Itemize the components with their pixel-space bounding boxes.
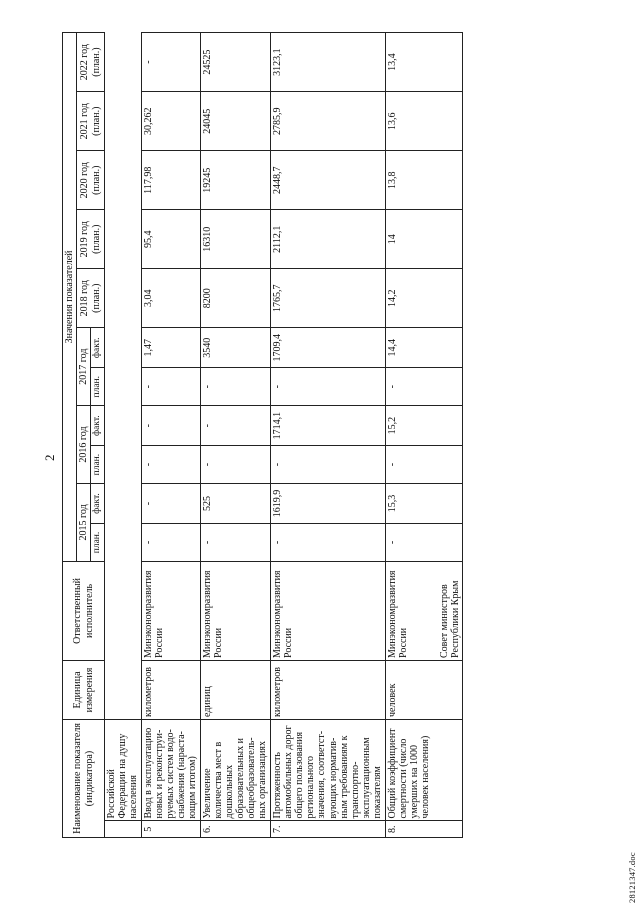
value-2016-plan: - — [141, 446, 200, 484]
indicator-name: Ввод в эксплуатацию новых и реконструи-руемых систем водо-снабжения (нараста-ющим итогом) — [141, 719, 200, 821]
value-2021-plan: 30,262 — [141, 92, 200, 151]
value-2017-fact: 3540 — [200, 328, 270, 368]
value-2016-fact: 1714,1 — [270, 406, 385, 446]
responsible-primary: Минэкономразвития России — [386, 570, 409, 658]
header-fact-2015: факт. — [91, 483, 105, 523]
header-responsible: Ответственный исполнитель — [63, 561, 105, 660]
indicator-name: Протяженность автомобильных дорог общего пользования регионального значения, соответст-вующих норматив-ным требованиям к транспортно-эксплуатационным показателям — [270, 719, 385, 821]
header-unit: Единица измерения — [63, 660, 105, 719]
value-2015-fact: 525 — [200, 483, 270, 523]
responsible-cell: Минэкономразвития России — [141, 561, 200, 660]
value-2018-plan: 14,2 — [385, 269, 463, 328]
unit-cell: единиц — [200, 660, 270, 719]
row-number: 7. — [270, 821, 385, 838]
value-2015-plan: - — [200, 524, 270, 562]
header-fact-2017: факт. — [91, 328, 105, 368]
header-plan-2015: план. — [91, 524, 105, 562]
value-2017-plan: - — [200, 368, 270, 406]
responsible-cell: Минэкономразвития России — [200, 561, 270, 660]
value-2019-plan: 16310 — [200, 210, 270, 269]
value-2022-plan: - — [141, 33, 200, 92]
value-2020-plan: 13,8 — [385, 151, 463, 210]
header-plan-2017: план. — [91, 368, 105, 406]
value-2021-plan: 24045 — [200, 92, 270, 151]
responsible-cell — [385, 561, 463, 660]
value-2019-plan: 14 — [385, 210, 463, 269]
page-number: 2 — [42, 454, 57, 461]
value-2019-plan: 95,4 — [141, 210, 200, 269]
value-2016-plan: - — [200, 446, 270, 484]
indicator-table — [62, 32, 463, 838]
header-fact-2016: факт. — [91, 406, 105, 446]
header-plan-2016: план. — [91, 446, 105, 484]
value-2017-fact: 1709,4 — [270, 328, 385, 368]
header-year-2021: 2021 год (план.) — [77, 92, 105, 151]
value-2015-plan: - — [385, 524, 463, 562]
table-row — [141, 33, 200, 838]
header-year-2017: 2017 год — [77, 328, 91, 406]
responsible-secondary: Совет министров Республики Крым — [438, 580, 462, 658]
value-2019-plan: 2112,1 — [270, 210, 385, 269]
header-year-2020: 2020 год (план.) — [77, 151, 105, 210]
value-2022-plan: 13,4 — [385, 33, 463, 92]
row-number: 5 — [141, 821, 200, 838]
unit-cell: километров — [270, 660, 385, 719]
table-row — [385, 33, 463, 838]
value-2016-fact: - — [141, 406, 200, 446]
value-2017-fact: 1,47 — [141, 328, 200, 368]
value-2020-plan: 117,98 — [141, 151, 200, 210]
continuation-text: Российской Федерации на душу населения — [105, 719, 142, 821]
value-2015-plan: - — [270, 524, 385, 562]
table-row — [200, 33, 270, 838]
value-2020-plan: 19245 — [200, 151, 270, 210]
value-2017-plan: - — [385, 368, 463, 406]
table-row — [270, 33, 385, 838]
value-2020-plan: 2448,7 — [270, 151, 385, 210]
indicator-name: Увеличение количества мест в дошкольных образовательных и общеобразователь-ных организациях — [200, 719, 270, 821]
row-number: 8. — [385, 821, 463, 838]
value-2018-plan: 3,04 — [141, 269, 200, 328]
value-2018-plan: 8200 — [200, 269, 270, 328]
value-2015-fact: 15,3 — [385, 483, 463, 523]
value-2021-plan: 13,6 — [385, 92, 463, 151]
row-number: 6. — [200, 821, 270, 838]
header-year-2015: 2015 год — [77, 483, 91, 561]
unit-cell: человек — [385, 660, 463, 719]
value-2016-plan: - — [270, 446, 385, 484]
responsible-cell: Минэкономразвития России — [270, 561, 385, 660]
value-2017-plan: - — [141, 368, 200, 406]
indicator-name: Общий коэффициент смертности (число умерших на 1000 человек населения) — [385, 719, 463, 821]
value-2017-plan: - — [270, 368, 385, 406]
value-2015-plan: - — [141, 524, 200, 562]
value-2017-fact: 14,4 — [385, 328, 463, 368]
header-name: Наименование показателя (индикатора) — [63, 719, 105, 837]
value-2016-plan: - — [385, 446, 463, 484]
value-2015-fact: - — [141, 483, 200, 523]
value-2018-plan: 1765,7 — [270, 269, 385, 328]
value-2016-fact: 15,2 — [385, 406, 463, 446]
footer-file-reference: 28121347.doc — [627, 852, 637, 903]
header-values-group: Значения показателей — [63, 33, 77, 562]
header-year-2016: 2016 год — [77, 406, 91, 484]
continuation-row — [105, 33, 142, 838]
value-2021-plan: 2785,9 — [270, 92, 385, 151]
unit-cell: километров — [141, 660, 200, 719]
value-2022-plan: 24525 — [200, 33, 270, 92]
value-2022-plan: 3123,1 — [270, 33, 385, 92]
header-year-2022: 2022 год (план.) — [77, 33, 105, 92]
header-year-2018: 2018 год (план.) — [77, 269, 105, 328]
header-row-1 — [63, 33, 77, 838]
header-year-2019: 2019 год (план.) — [77, 210, 105, 269]
value-2016-fact: - — [200, 406, 270, 446]
value-2015-fact: 1619,9 — [270, 483, 385, 523]
